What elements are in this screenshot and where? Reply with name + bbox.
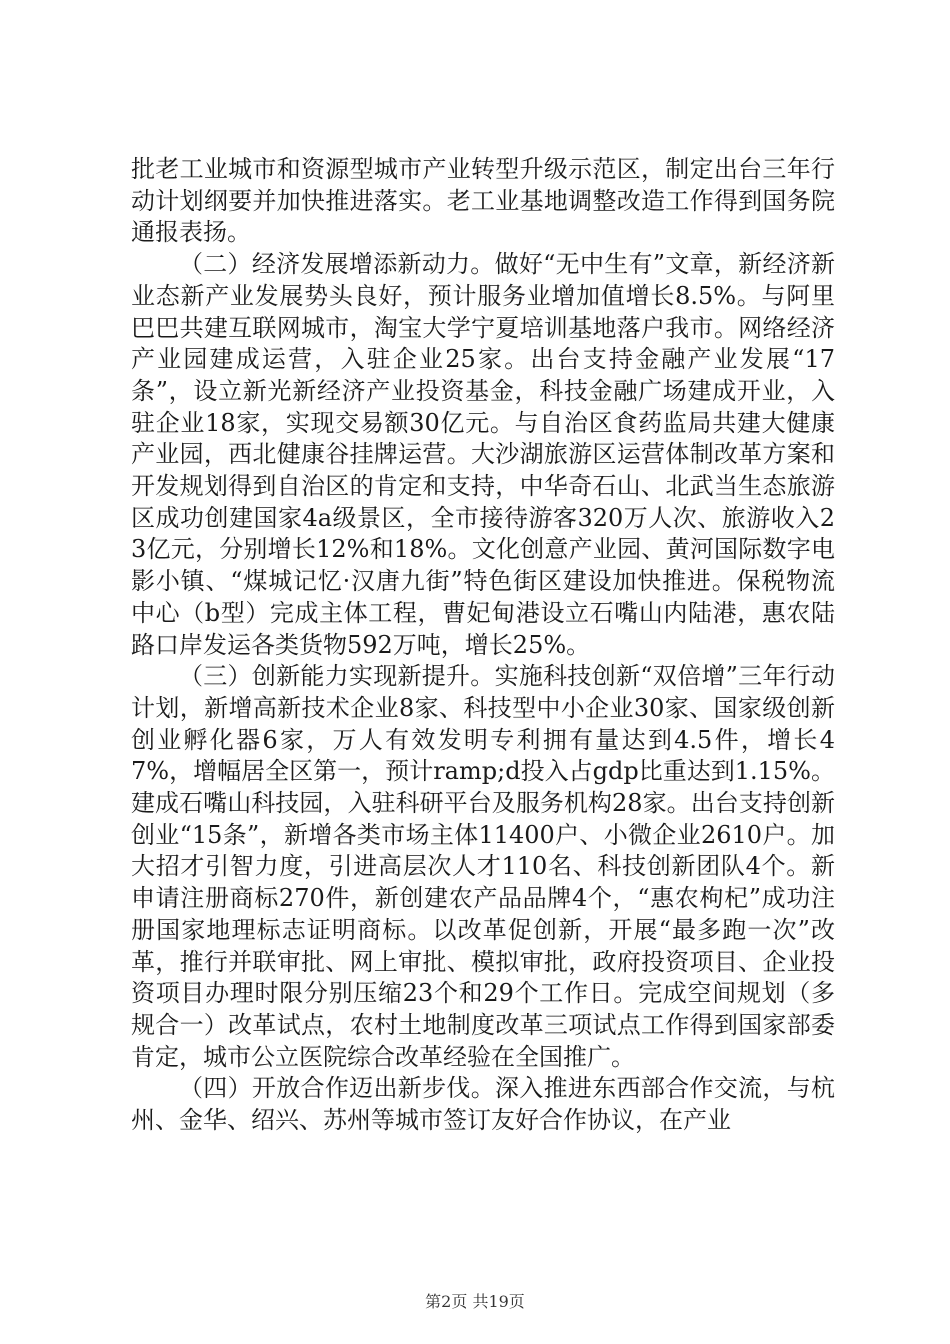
paragraph-open-cooperation: （四）开放合作迈出新步伐。深入推进东西部合作交流，与杭州、金华、绍兴、苏州等城市签订友好合作协议，在产业 bbox=[131, 1074, 835, 1135]
paragraph-innovation-capacity: （三）创新能力实现新提升。实施科技创新“双倍增”三年行动计划，新增高新技术企业8家、科技型中小企业30家、国家级创新创业孵化器6家，万人有效发明专利拥有量达到4.5件，增长47%，增幅居全区第一，预计ramp;d投入占gdp比重达到1.15%。建成石嘴山科技园，入驻科研平台及服务机构28家。出台支持创新创业“15条”，新增各类市场主体11400户、小微企业2610户。加大招才引智力度，引进高层次人才110名、科技创新团队4个。新申请注册商标270件，新创建农产品品牌4个，“惠农枸杞”成功注册国家地理标志证明商标。以改革促创新，开展“最多跑一次”改革，推行并联审批、网上审批、模拟审批，政府投资项目、企业投资项目办理时限分别压缩23个和29个工作日。完成空间规划（多规合一）改革试点，农村土地制度改革三项试点工作得到国家部委肯定，城市公立医院综合改革经验在全国推广。 bbox=[131, 662, 835, 1071]
page-footer: 第2页 共19页 bbox=[425, 1292, 525, 1311]
paragraph-continuation: 批老工业城市和资源型城市产业转型升级示范区，制定出台三年行动计划纲要并加快推进落实。老工业基地调整改造工作得到国务院通报表扬。 bbox=[131, 155, 835, 247]
paragraph-economic-development: （二）经济发展增添新动力。做好“无中生有”文章，新经济新业态新产业发展势头良好，预计服务业增加值增长8.5%。与阿里巴巴共建互联网城市，淘宝大学宁夏培训基地落户我市。网络经济产业园建成运营，入驻企业25家。出台支持金融产业发展“17条”，设立新光新经济产业投资基金，科技金融广场建成开业，入驻企业18家，实现交易额30亿元。与自治区食药监局共建大健康产业园，西北健康谷挂牌运营。大沙湖旅游区运营体制改革方案和开发规划得到自治区的肯定和支持，中华奇石山、北武当生态旅游区成功创建国家4a级景区，全市接待游客320万人次、旅游收入23亿元，分别增长12%和18%。文化创意产业园、黄河国际数字电影小镇、“煤城记忆·汉唐九街”特色街区建设加快推进。保税物流中心（b型）完成主体工程，曹妃甸港设立石嘴山内陆港，惠农陆路口岸发运各类货物592万吨，增长25%。 bbox=[131, 250, 835, 659]
document-body bbox=[131, 154, 835, 1137]
